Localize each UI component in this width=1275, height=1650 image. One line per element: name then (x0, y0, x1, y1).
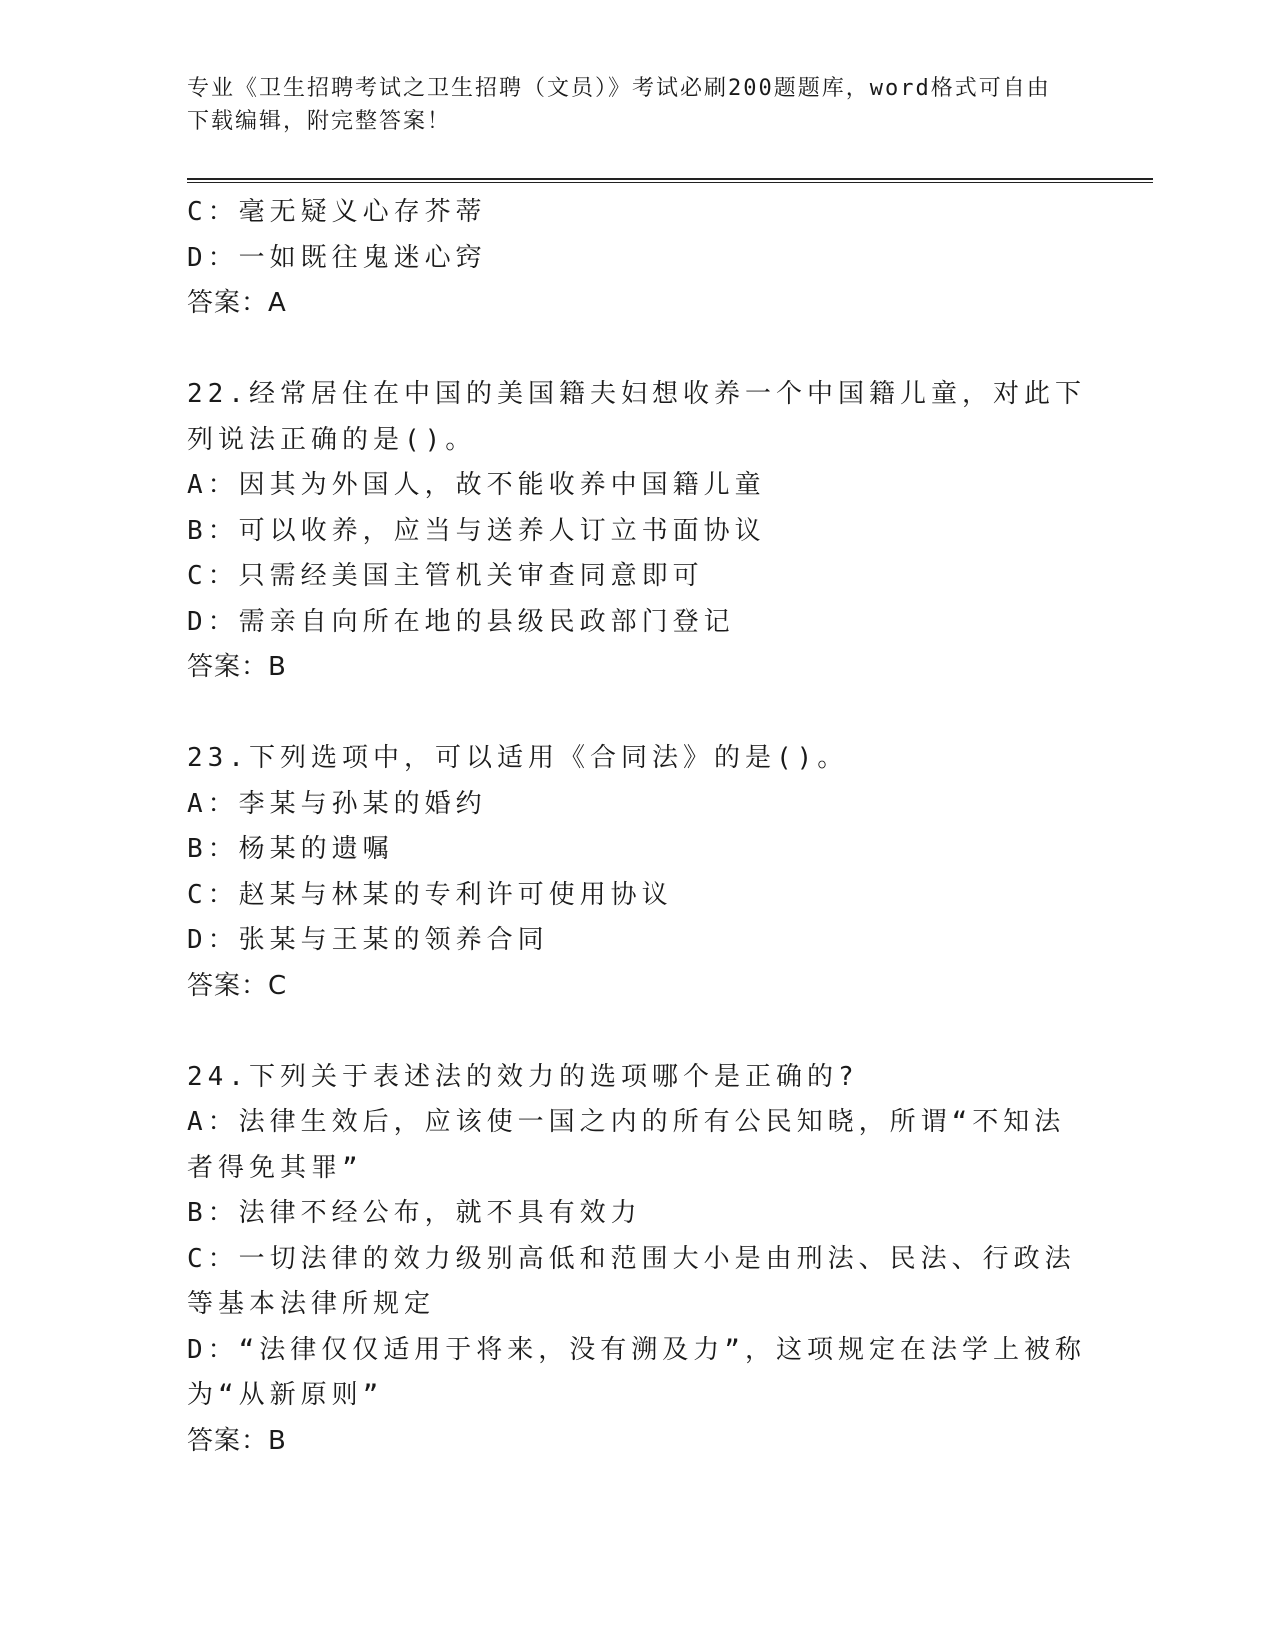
option-c: C：赵某与林某的专利许可使用协议 (187, 879, 673, 910)
answer-line: 答案：A (187, 288, 287, 318)
option-d: D：张某与王某的领养合同 (187, 925, 549, 955)
option-d: D：一如既往鬼迷心窍 (187, 242, 487, 273)
option-c: C：只需经美国主管机关审查同意即可 (187, 561, 704, 591)
document-header: 专业《卫生招聘考试之卫生招聘（文员）》考试必刷200题题库，word格式可自由下载编辑，附完整答案！ (187, 76, 1051, 134)
question-stem: 23.下列选项中，可以适用《合同法》的是()。 (187, 743, 849, 773)
question-block-24 (187, 1055, 1087, 1465)
answer-line: 答案：B (187, 1425, 287, 1456)
question-block-23 (187, 736, 1087, 1009)
question-list (187, 190, 1087, 1464)
answer-line: 答案：B (187, 652, 287, 682)
option-b: B：杨某的遗嘱 (187, 834, 394, 864)
option-d: D：“法律仅仅适用于将来，没有溯及力”，这项规定在法学上被称为“从新原则” (187, 1334, 1086, 1410)
question-stem: 22.经常居住在中国的美国籍夫妇想收养一个中国籍儿童，对此下列说法正确的是()。 (187, 379, 1086, 455)
question-block-22 (187, 372, 1087, 691)
option-a: A：法律生效后，应该使一国之内的所有公民知晓，所谓“不知法者得免其罪” (187, 1107, 1066, 1183)
answer-line: 答案：C (187, 970, 288, 1001)
option-c: C：毫无疑义心存芥蒂 (187, 197, 487, 227)
option-a: A：李某与孙某的婚约 (187, 788, 487, 819)
option-b: B：法律不经公布，就不具有效力 (187, 1198, 642, 1228)
option-a: A：因其为外国人，故不能收养中国籍儿童 (187, 470, 766, 500)
option-d: D：需亲自向所在地的县级民政部门登记 (187, 606, 735, 637)
header-divider (187, 178, 1153, 183)
question-block-21 (187, 190, 1087, 327)
question-stem: 24.下列关于表述法的效力的选项哪个是正确的? (187, 1061, 859, 1092)
option-c: C：一切法律的效力级别高低和范围大小是由刑法、民法、行政法等基本法律所规定 (187, 1243, 1076, 1319)
option-b: B：可以收养，应当与送养人订立书面协议 (187, 515, 766, 546)
